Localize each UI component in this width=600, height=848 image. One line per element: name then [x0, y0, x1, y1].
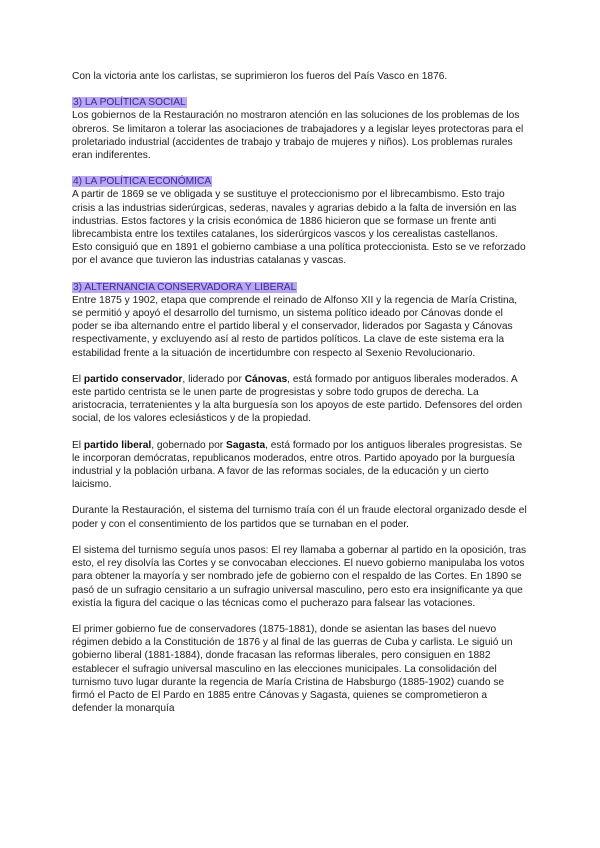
alternancia-paragraph-1: Entre 1875 y 1902, etapa que comprende el reinado de Alfonso XII y la regencia de María Cristina, se permitió y apoyó el desarrollo del turnismo, un sistema político ideado por Cánovas donde el poder se iba alternando entre el partido liberal y el conservador, liderados por Sagasta y Cánovas respectivamente, y excluyendo así al resto de partidos políticos. La clave de este sistema era la estabilidad frente a la situación de incertidumbre con respecto al Sexenio Revolucionario.	[72, 294, 518, 359]
partido-conservador-paragraph	[72, 373, 528, 426]
partido-liberal-paragraph	[72, 439, 528, 492]
heading-politica-economica	[72, 175, 528, 188]
primer-gobierno-paragraph: El primer gobierno fue de conservadores (1875-1881), donde se asientan las bases del nuevo régimen debido a la Constitución de 1876 y al final de las guerras de Cuba y carlista. Le siguió un gobierno liberal (1881-1884), donde fracasan las reformas liberales, pero consiguen en 1882 establecer el sufragio universal masculino en las elecciones municipales. La consolidación del turnismo tuvo lugar durante la regencia de María Cristina de Habsburgo (1885-1902) cuando se firmó el Pacto de El Pardo en 1885 entre Cánovas y Sagasta, quienes se comprometieron a defender la monarquía	[72, 623, 513, 715]
politica-social-paragraph: Los gobiernos de la Restauración no mostraron atención en las soluciones de los problemas de los obreros. Se limitaron a tolerar las asociaciones de trabajadores y a legislar leyes protectoras para el proletariado industrial (accidentes de trabajo y trabajo de mujeres y niños). Los problemas rurales eran indiferentes.	[72, 110, 524, 162]
fraude-electoral-paragraph: Durante la Restauración, el sistema del turnismo traía con él un fraude electoral organizado desde el poder y con el consentimiento de los partidos que se turnaban en el poder.	[72, 505, 527, 530]
liberal-leader-name: Sagasta	[226, 439, 266, 451]
conservador-pre: El	[72, 373, 84, 385]
heading-politica-social	[72, 96, 528, 109]
politica-economica-paragraph-2: Esto consiguió que en 1891 el gobierno cambiase a una política proteccionista. Esto se ve reforzado por el avance que tuvieron las industrias catalanas y vascas.	[72, 242, 526, 267]
conservador-leader-name: Cánovas	[244, 373, 288, 385]
heading-politica-social-text: 3) LA POLÍTICA SOCIAL	[73, 97, 186, 109]
liberal-party-name: partido liberal	[83, 439, 152, 451]
intro-paragraph: Con la victoria ante los carlistas, se suprimieron los fueros del País Vasco en 1876.	[72, 71, 448, 82]
conservador-mid: , liderado por	[182, 373, 245, 385]
heading-politica-economica-text: 4) LA POLÍTICA ECONÓMICA	[73, 176, 212, 188]
liberal-post: , está formado por los antiguos liberales progresistas. Se le incorporan demócratas, republicanos moderados, entre otros. Partido apoyado por la burguesía industrial y la población urbana. A favor de las reformas sociales, de la educación y un cierto laicismo.	[72, 439, 523, 491]
conservador-party-name: partido conservador	[83, 373, 183, 385]
heading-alternancia-text: 3) ALTERNANCIA CONSERVADORA Y LIBERAL	[73, 281, 297, 293]
politica-economica-paragraph-1: A partir de 1869 se ve obligada y se sustituye el proteccionismo por el librecambismo. Esto trajo crisis a las industrias siderúrgicas, sederas, navales y agrarias debido a la falta de inversión en las industrias. Estos factores y la crisis económica de 1886 hicieron que se formase un frente anti librecambista entre los textiles catalanes, los siderúrgicos vascos y los cerealistas castellanos.	[72, 189, 517, 241]
heading-alternancia	[72, 281, 528, 294]
conservador-post: , está formado por antiguos liberales moderados. A este partido centrista se le unen parte de progresistas y sobre todo grupos de derecha. La aristocracia, terratenientes y la alta burguesía son los apoyos de este partido. Defensores del orden social, de los valores eclesiásticos y de la propiedad.	[72, 373, 523, 425]
liberal-mid: , gobernado por	[151, 439, 227, 451]
sistema-turnismo-paragraph: El sistema del turnismo seguía unos pasos: El rey llamaba a gobernar al partido en la oposición, tras esto, el rey disolvía las Cortes y se convocaban elecciones. El nuevo gobierno manipulaba los votos para obtener la mayoría y ser nombrado jefe de gobierno con el respaldo de las Cortes. En 1890 se pasó de un sufragio censitario a un sufragio universal masculino, pero esto era insignificante ya que existía la figura del cacique o las técnicas como el pucherazo para falsear las votaciones.	[72, 544, 527, 609]
liberal-pre: El	[72, 439, 84, 451]
